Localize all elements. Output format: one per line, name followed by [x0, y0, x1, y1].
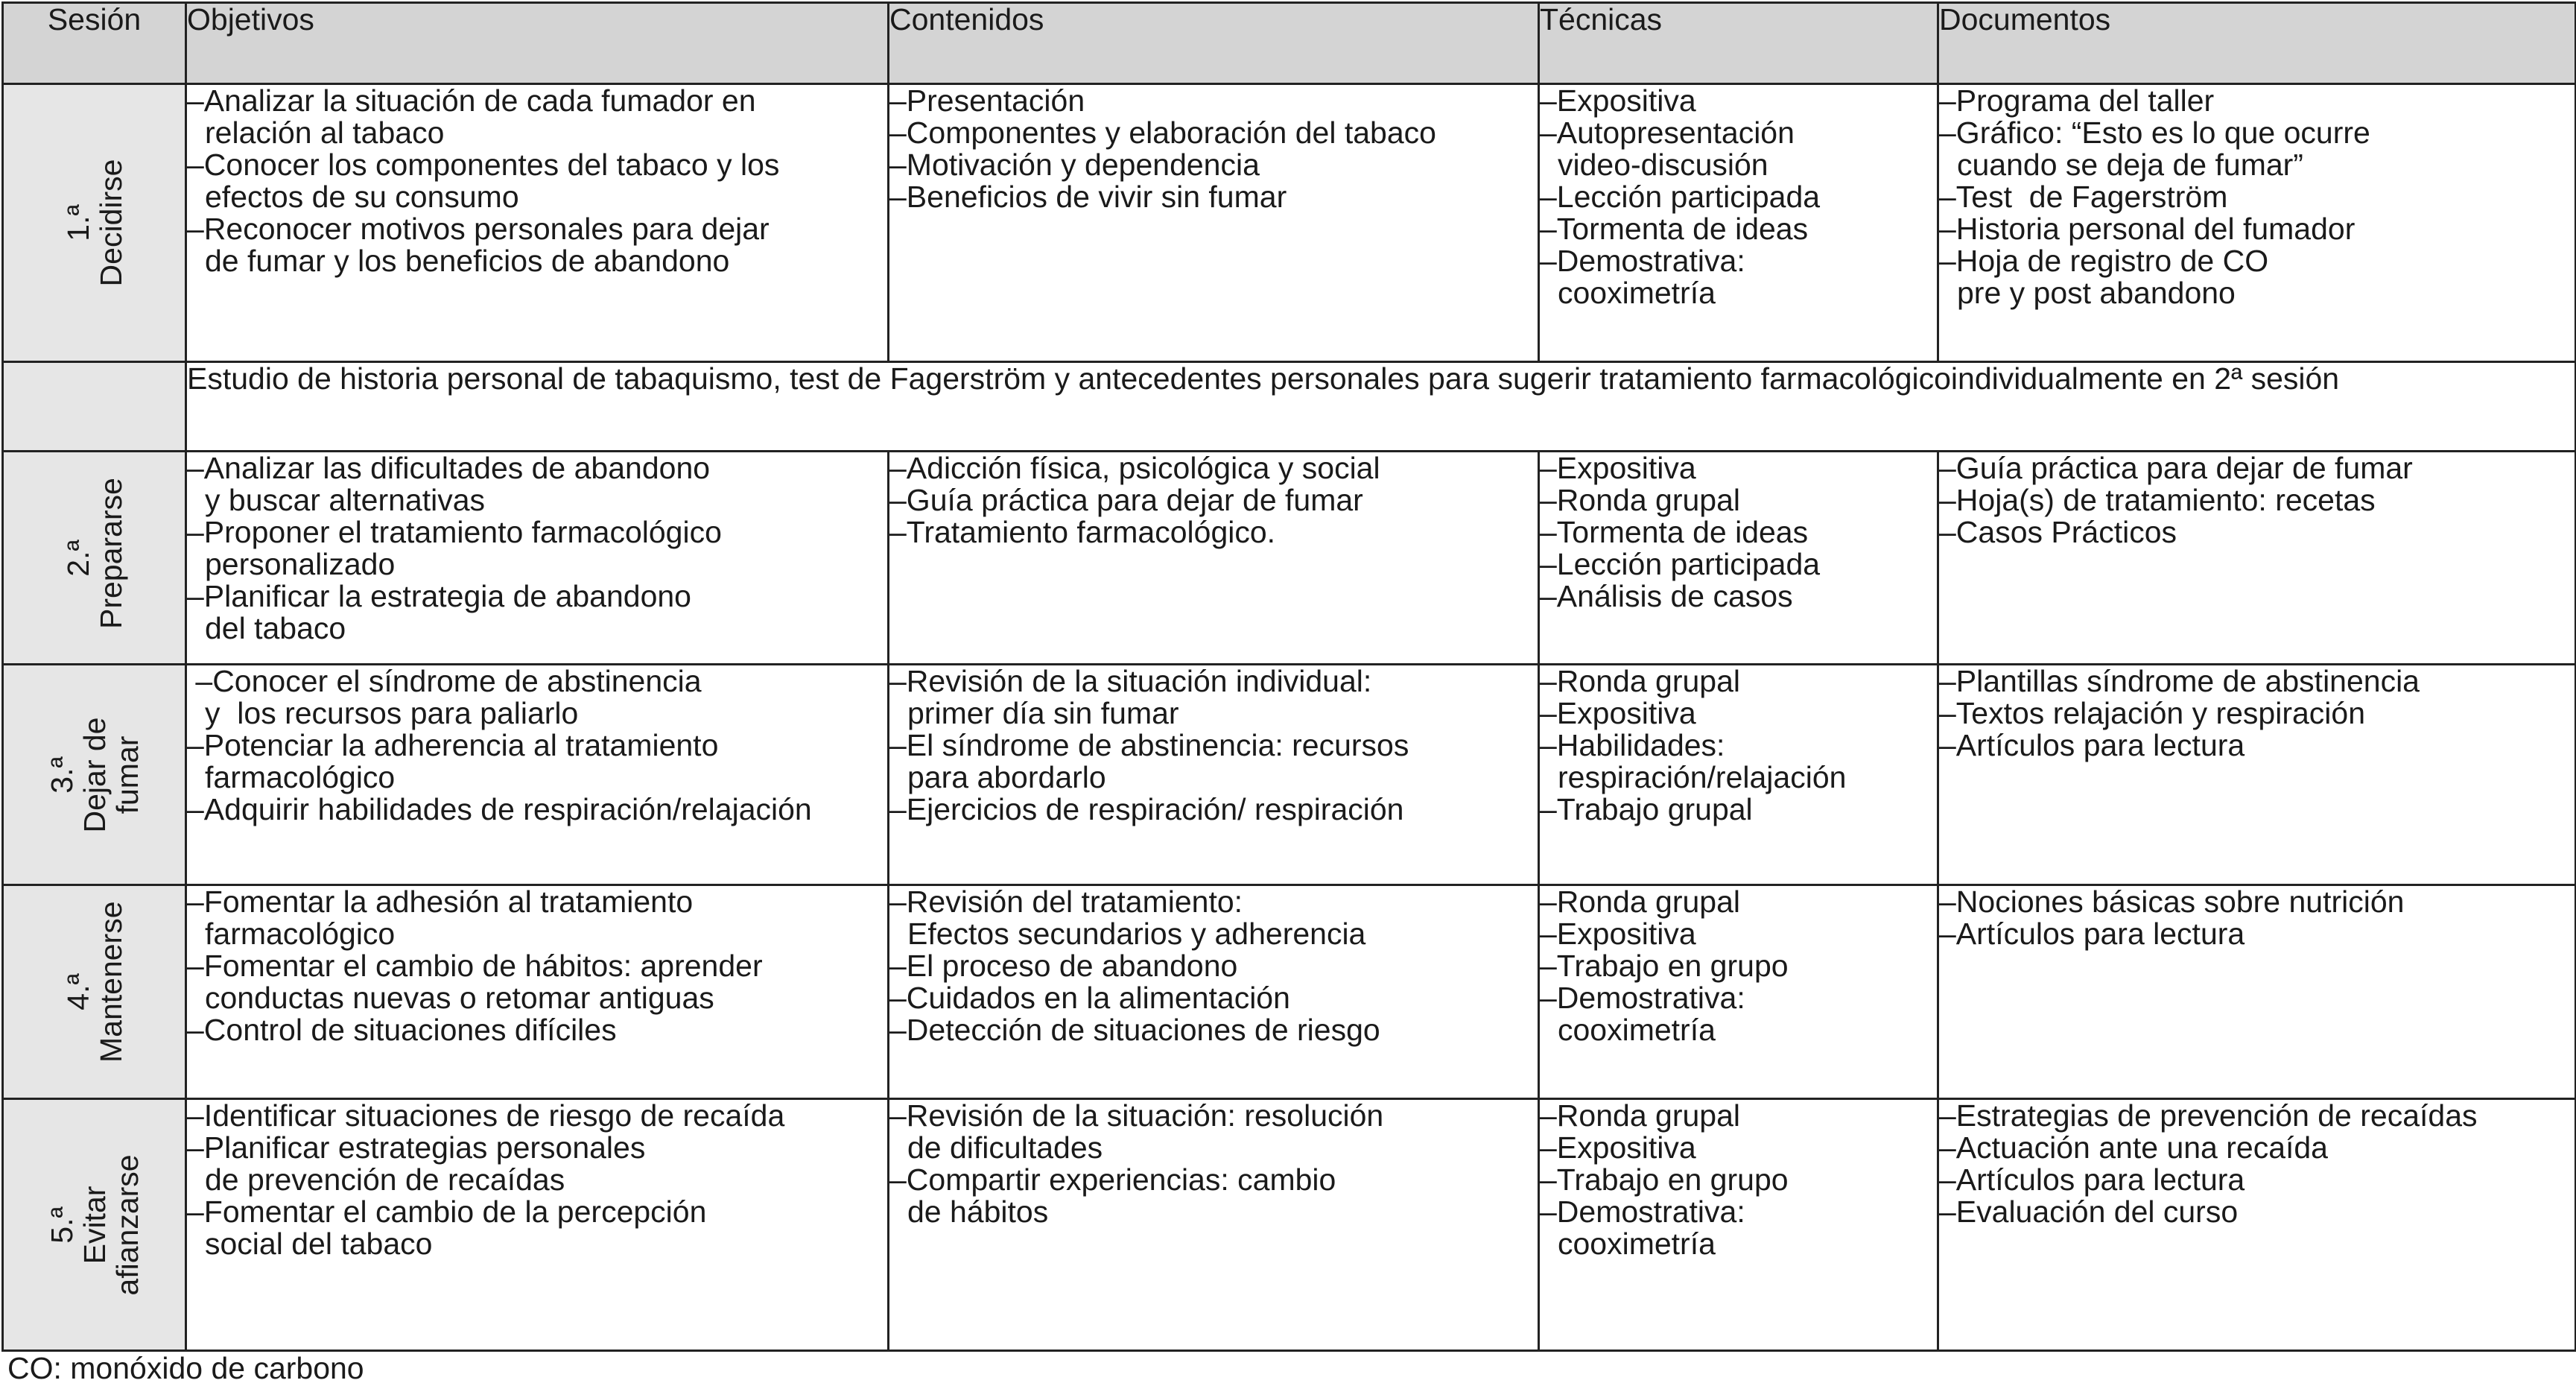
cell-line: –Control de situaciones difíciles: [187, 1013, 617, 1047]
cell-line: primer día sin fumar: [907, 696, 1179, 730]
cell-line: –Expositiva: [1540, 451, 1696, 485]
cell-line: –Revisión del tratamiento:: [889, 885, 1243, 919]
cell-line: –Cuidados en la alimentación: [889, 981, 1290, 1015]
session-label-cell: [3, 1099, 186, 1351]
cell-objetivos: [186, 452, 889, 665]
session-row: [3, 84, 2576, 362]
cell-line: –Análisis de casos: [1540, 579, 1793, 613]
cell-line: –Expositiva: [1540, 1130, 1696, 1165]
cell-line: –Ronda grupal: [1540, 885, 1740, 919]
note-row-text: Estudio de historia personal de tabaquismo, test de Fagerström y antecedentes personales para sugerir tratamiento farmacológicoindividualmente en 2ª sesión: [186, 362, 2576, 452]
note-row-spacer: [3, 362, 186, 452]
cell-line: farmacológico: [205, 760, 396, 794]
session-name: Prepararse: [93, 477, 128, 629]
session-label: [60, 477, 128, 629]
cell-line: social del tabaco: [205, 1227, 433, 1261]
cell-line: –Compartir experiencias: cambio: [889, 1162, 1336, 1197]
cell-line: –Motivación y dependencia: [889, 148, 1260, 182]
session-name: Mantenerse: [93, 901, 128, 1063]
header-tecnicas: Técnicas: [1539, 3, 1938, 84]
session-label: [60, 901, 128, 1063]
cell-line: –Evaluación del curso: [1939, 1195, 2239, 1229]
session-row: [3, 885, 2576, 1099]
cell-line: –Demostrativa:: [1540, 1195, 1745, 1229]
cell-documentos: [1938, 452, 2576, 665]
cell-objetivos: [186, 84, 889, 362]
cell-line: –Estrategias de prevención de recaídas: [1939, 1098, 2478, 1133]
cell-line: –Habilidades:: [1540, 728, 1725, 762]
cell-documentos: [1938, 885, 2576, 1099]
session-label: [45, 704, 144, 846]
cell-line: cooximetría: [1558, 1013, 1716, 1047]
cell-line: cuando se deja de fumar”: [1957, 148, 2303, 182]
cell-documentos: [1938, 1099, 2576, 1351]
cell-line: –Artículos para lectura: [1939, 917, 2245, 951]
cell-contenidos: [889, 885, 1539, 1099]
header-contenidos: Contenidos: [889, 3, 1539, 84]
cell-line: –Tratamiento farmacológico.: [889, 515, 1276, 549]
cell-line: –Identificar situaciones de riesgo de recaída: [187, 1098, 785, 1133]
cell-line: –Potenciar la adherencia al tratamiento: [187, 728, 719, 762]
cell-line: pre y post abandono: [1957, 276, 2236, 310]
session-row: [3, 1099, 2576, 1351]
cell-line: –Guía práctica para dejar de fumar: [1939, 451, 2413, 485]
cell-line: Efectos secundarios y adherencia: [907, 917, 1366, 951]
session-number: 5.ª: [44, 1206, 79, 1244]
cell-line: –Ejercicios de respiración/ respiración: [889, 792, 1404, 826]
cell-tecnicas: [1539, 84, 1938, 362]
cell-line: –Revisión de la situación individual:: [889, 664, 1372, 698]
footnote: CO: monóxido de carbono: [7, 1351, 364, 1385]
cell-contenidos: [889, 452, 1539, 665]
cell-line: de hábitos: [907, 1195, 1049, 1229]
session-label: [62, 152, 127, 294]
cell-line: –Reconocer motivos personales para dejar: [187, 212, 770, 246]
cell-line: –Expositiva: [1540, 83, 1696, 118]
cell-line: –Hoja(s) de tratamiento: recetas: [1939, 483, 2376, 517]
session-name: Evitar afianzarse: [77, 1154, 145, 1296]
cell-line: –Expositiva: [1540, 917, 1696, 951]
session-label-cell: [3, 452, 186, 665]
cell-line: –Tormenta de ideas: [1540, 515, 1809, 549]
session-label: [45, 1154, 144, 1296]
session-label-cell: [3, 665, 186, 885]
cell-line: respiración/relajación: [1558, 760, 1847, 794]
cell-line: conductas nuevas o retomar antiguas: [205, 981, 714, 1015]
cell-line: y buscar alternativas: [205, 483, 486, 517]
cell-line: –Ronda grupal: [1540, 1098, 1740, 1133]
cell-line: –Actuación ante una recaída: [1939, 1130, 2328, 1165]
session-label-cell: [3, 885, 186, 1099]
cell-line: –Trabajo en grupo: [1540, 1162, 1789, 1197]
session-row: [3, 665, 2576, 885]
cell-tecnicas: [1539, 452, 1938, 665]
cell-objetivos: [186, 665, 889, 885]
session-number: 1.ª: [60, 204, 95, 241]
note-row: [3, 362, 2576, 452]
session-plan-table: [1, 1, 2576, 1352]
cell-line: de fumar y los beneficios de abandono: [205, 244, 730, 278]
cell-line: relación al tabaco: [205, 116, 445, 150]
cell-line: y los recursos para paliarlo: [205, 696, 579, 730]
cell-contenidos: [889, 1099, 1539, 1351]
cell-line: –Artículos para lectura: [1939, 1162, 2245, 1197]
cell-line: –Beneficios de vivir sin fumar: [889, 180, 1287, 214]
cell-line: –Lección participada: [1540, 180, 1821, 214]
cell-line: farmacológico: [205, 917, 396, 951]
cell-tecnicas: [1539, 1099, 1938, 1351]
cell-line: del tabaco: [205, 611, 346, 645]
cell-line: –Ronda grupal: [1540, 483, 1740, 517]
cell-line: –Nociones básicas sobre nutrición: [1939, 885, 2405, 919]
cell-line: –Plantillas síndrome de abstinencia: [1939, 664, 2420, 698]
cell-line: –Presentación: [889, 83, 1085, 118]
cell-line: video-discusión: [1558, 148, 1768, 182]
cell-line: –Expositiva: [1540, 696, 1696, 730]
session-label-cell: [3, 84, 186, 362]
cell-line: –Analizar las dificultades de abandono: [187, 451, 711, 485]
cell-line: –Analizar la situación de cada fumador en: [187, 83, 756, 118]
header-objetivos: Objetivos: [186, 3, 889, 84]
cell-line: –Guía práctica para dejar de fumar: [889, 483, 1363, 517]
cell-objetivos: [186, 1099, 889, 1351]
cell-line: –Artículos para lectura: [1939, 728, 2245, 762]
cell-line: –Trabajo grupal: [1540, 792, 1753, 826]
cell-line: para abordarlo: [907, 760, 1106, 794]
cell-line: –Hoja de registro de CO: [1939, 244, 2269, 278]
session-row: [3, 452, 2576, 665]
cell-line: –Autopresentación: [1540, 116, 1795, 150]
cell-line: –Adquirir habilidades de respiración/relajación: [187, 792, 812, 826]
cell-line: –Demostrativa:: [1540, 244, 1745, 278]
header-row: [3, 3, 2576, 84]
cell-line: –Planificar la estrategia de abandono: [187, 579, 691, 613]
session-name: Decidirse: [93, 159, 128, 287]
cell-line: efectos de su consumo: [205, 180, 519, 214]
cell-tecnicas: [1539, 885, 1938, 1099]
cell-line: de prevención de recaídas: [205, 1162, 565, 1197]
cell-line: cooximetría: [1558, 1227, 1716, 1261]
cell-contenidos: [889, 665, 1539, 885]
session-number: 4.ª: [60, 973, 95, 1010]
cell-line: cooximetría: [1558, 276, 1716, 310]
cell-line: de dificultades: [907, 1130, 1103, 1165]
cell-line: –Lección participada: [1540, 547, 1821, 581]
cell-line: –Planificar estrategias personales: [187, 1130, 646, 1165]
cell-line: –El proceso de abandono: [889, 949, 1238, 983]
cell-line: –Tormenta de ideas: [1540, 212, 1809, 246]
header-sesion: Sesión: [3, 3, 186, 84]
cell-tecnicas: [1539, 665, 1938, 885]
session-number: 2.ª: [60, 539, 95, 577]
cell-line: –Historia personal del fumador: [1939, 212, 2355, 246]
cell-line: –Revisión de la situación: resolución: [889, 1098, 1384, 1133]
cell-objetivos: [186, 885, 889, 1099]
cell-line: –Ronda grupal: [1540, 664, 1740, 698]
cell-line: –Gráfico: “Esto es lo que ocurre: [1939, 116, 2370, 150]
cell-line: –Trabajo en grupo: [1540, 949, 1789, 983]
cell-line: –Proponer el tratamiento farmacológico: [187, 515, 722, 549]
cell-line: –Fomentar el cambio de la percepción: [187, 1195, 707, 1229]
cell-line: –Componentes y elaboración del tabaco: [889, 116, 1436, 150]
cell-line: –Textos relajación y respiración: [1939, 696, 2365, 730]
cell-line: –El síndrome de abstinencia: recursos: [889, 728, 1409, 762]
cell-line: –Test de Fagerström: [1939, 180, 2228, 214]
cell-contenidos: [889, 84, 1539, 362]
cell-line: personalizado: [205, 547, 396, 581]
cell-line: –Fomentar el cambio de hábitos: aprender: [187, 949, 763, 983]
cell-line: –Programa del taller: [1939, 83, 2215, 118]
session-name: Dejar de fumar: [77, 717, 145, 832]
cell-line: –Detección de situaciones de riesgo: [889, 1013, 1380, 1047]
cell-line: –Conocer el síndrome de abstinencia: [187, 664, 702, 698]
cell-line: –Fomentar la adhesión al tratamiento: [187, 885, 694, 919]
cell-line: –Conocer los componentes del tabaco y los: [187, 148, 780, 182]
cell-documentos: [1938, 84, 2576, 362]
cell-line: –Demostrativa:: [1540, 981, 1745, 1015]
cell-line: –Casos Prácticos: [1939, 515, 2177, 549]
cell-line: –Adicción física, psicológica y social: [889, 451, 1380, 485]
cell-documentos: [1938, 665, 2576, 885]
header-documentos: Documentos: [1938, 3, 2576, 84]
session-number: 3.ª: [44, 756, 79, 794]
